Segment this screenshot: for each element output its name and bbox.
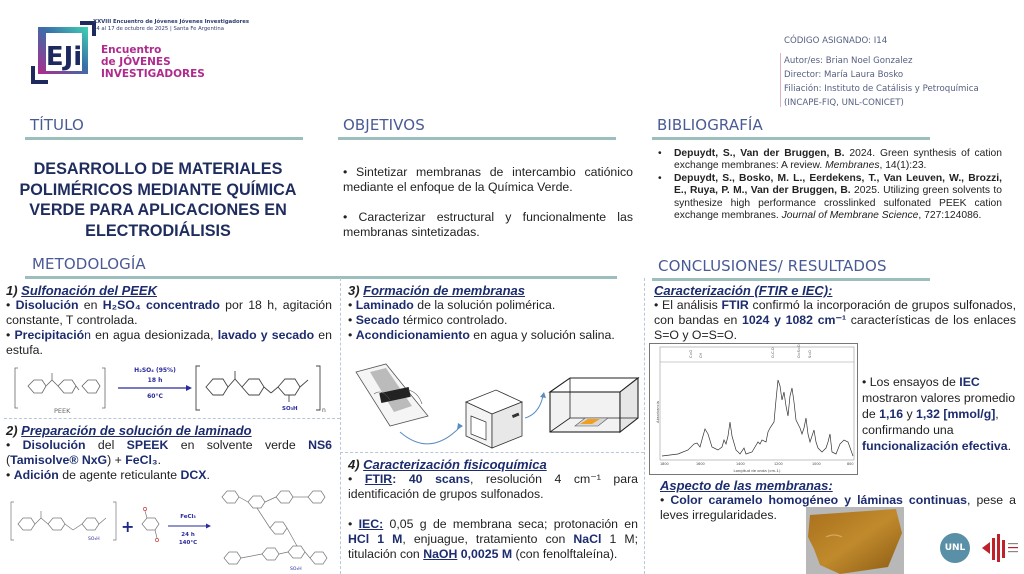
ftir-spectrum	[650, 344, 857, 474]
water-bath-icon	[550, 378, 638, 432]
band-label: C=O	[689, 349, 693, 358]
objective-1: • Sintetizar membranas de intercambio catiónico mediante el enfoque de la Química Verde.	[343, 165, 633, 194]
method-divider-vertical	[340, 278, 341, 574]
heading-conclusiones: CONCLUSIONES/ RESULTADOS	[658, 257, 887, 275]
dcx-o-atom	[143, 507, 146, 510]
title-line: POLIMÉRICOS MEDIANTE QUÍMICA	[19, 180, 297, 199]
university-federation-logo	[980, 530, 1020, 566]
speek-sulfonic-label: SO₃H	[88, 537, 100, 542]
crosslinking-scheme	[8, 488, 336, 572]
sulfonic-group-label: SO₃H	[282, 406, 298, 412]
bibliography-item: • Depuydt, S., Van der Bruggen, B. 2024. Green synthesis of cation exchange membranes: A review. Membranes, 14(1):23.	[656, 148, 1002, 173]
dcx-structure	[142, 511, 159, 538]
step-3-bullet: • Secado térmico controlado.	[348, 313, 508, 327]
method-step-1	[6, 283, 332, 358]
objective-2: • Caracterizar estructural y funcionalmente las membranas sintetizadas.	[343, 210, 633, 239]
step-2-bullet-1: • Disolución del SPEEK en solvente verde NS6 (Tamisolve® NxG) + FeCl₃.	[6, 438, 332, 467]
plus-sign: +	[121, 517, 135, 536]
product-sulfonic-label: SO₃H	[290, 567, 302, 572]
oven-icon	[466, 390, 522, 448]
rule-titulo	[25, 137, 303, 140]
reagent-label: H₂SO₄ (95%)	[134, 367, 176, 374]
bibliography-item: • Depuydt, S., Bosko, M. L., Eerdekens, T., Van Leuven, W., Brozzi, E., Ruya, P. M., Van der Bruggen, B. 2025. Utilizing green solvents to synthesize high performance crosslinked sulfonated PEEK cation exchange membranes. Journal of Membrane Science, 727:124086.	[656, 173, 1002, 223]
x-tick: 1400	[736, 462, 745, 466]
event-dates: 14 al 17 de octubre de 2025 | Santa Fe Argentina	[93, 26, 224, 32]
step-4-iec: • IEC: 0,05 g de membrana seca; protonación en HCl 1 M, enjuague, tratamiento con NaCl 1 M; titulación con NaOH 0,0025 M (con fenolftaleína).	[348, 517, 638, 561]
affiliation: Filiación: Instituto de Catálisis y Petroquímica	[784, 84, 979, 94]
step-2-title: 2) Preparación de solución de laminado	[6, 423, 252, 438]
step-4-ftir: • FTIR: 40 scans, resolución 4 cm⁻¹ para identificación de grupos sulfonados.	[348, 472, 638, 501]
unl-logo: UNL	[940, 533, 970, 563]
peek-structure	[15, 368, 105, 408]
x-tick-labels	[660, 462, 853, 466]
assigned-code: CÓDIGO ASIGNADO: I14	[784, 36, 888, 46]
director: Director: María Laura Bosko	[784, 70, 904, 80]
x-tick: 1600	[696, 462, 705, 466]
event-logo	[30, 18, 270, 88]
step-1-bullet-1: • Disolución en H₂SO₄ concentrado por 18 h, agitación constante, T controlada.	[6, 298, 332, 327]
aspecto-text: • Color caramelo homogéneo y láminas continuas, pese a leves irregularidades.	[660, 493, 1016, 522]
membrane-photo	[806, 507, 904, 574]
spectrum-trace	[662, 380, 853, 456]
step-3-title: 3) Formación de membranas	[348, 283, 525, 298]
dcx-o-atom	[155, 538, 158, 541]
x-axis-label: Longitud de onda (cm-1)	[733, 468, 781, 473]
band-label: S=O	[808, 350, 812, 358]
title-line: DESARROLLO DE MATERIALES	[33, 160, 283, 178]
flow-arrow-head	[540, 392, 546, 398]
rule-conclusiones	[652, 278, 930, 281]
title-line: ELECTRODIÁLISIS	[85, 221, 231, 240]
method-step-3	[348, 283, 638, 343]
fecl3-label: FeCl₃	[180, 514, 196, 520]
logo-title-line2: de JÓVENES	[101, 56, 171, 68]
repeat-n: n	[322, 407, 326, 414]
affiliation-2: (INCAPE-FIQ, UNL-CONICET)	[784, 98, 904, 108]
step-2-bullet-2: • Adición de agente reticulante DCX.	[6, 468, 210, 482]
step-3-bullet: • Laminado de la solución polimérica.	[348, 298, 556, 312]
aspecto-title: Aspecto de las membranas:	[660, 478, 833, 493]
logo-title-line3: INVESTIGADORES	[101, 68, 205, 80]
membrane-process-illustration	[350, 360, 640, 450]
flow-arrow-2	[525, 396, 543, 418]
info-divider	[780, 53, 781, 107]
event-name: XXVIII Encuentro de Jóvenes Jóvenes Investigadores	[93, 19, 250, 25]
step-4-title: 4) Caracterización fisicoquímica	[348, 457, 547, 472]
band-label: O=S=O	[797, 344, 801, 358]
x-tick: 800	[847, 462, 854, 466]
ftir-spectrum-figure	[649, 343, 858, 475]
iec-result-text: • Los ensayos de IEC mostraron valores promedio de 1,16 y 1,32 [mmol/g], confirmando una funcionalización efectiva.	[862, 375, 1016, 453]
y-axis-label: Absorbancia	[656, 401, 660, 423]
caracterizacion-title: Caracterización (FTIR e IEC):	[654, 283, 833, 298]
method-divider-right	[644, 278, 645, 574]
flow-arrow-1	[400, 427, 460, 444]
results-ftir	[654, 283, 1016, 343]
band-labels	[689, 344, 812, 358]
peek-label: PEEK	[54, 407, 71, 415]
membrane-sample	[806, 507, 904, 574]
heading-objetivos: OBJETIVOS	[343, 116, 425, 134]
ftir-result-text: • El análisis FTIR confirmó la incorporación de grupos sulfonados, con bandas en 1024 y 1082 cm⁻¹ características de los enlaces S=O y O=S=O.	[654, 298, 1016, 342]
logo-title-line1: Encuentro	[101, 44, 162, 56]
temp-label: 60°C	[147, 393, 163, 400]
step-1-title: 1) Sulfonación del PEEK	[6, 283, 157, 298]
time-label-2: 24 h	[181, 532, 195, 538]
step-1-bullet-2: • Precipitación en agua desionizada, lavado y secado en estufa.	[6, 328, 332, 357]
bibliography-list	[656, 148, 1002, 222]
eji-logo-mark	[30, 18, 98, 86]
band-label: CH	[699, 352, 703, 358]
speek-structure	[196, 366, 320, 410]
method-divider-1	[4, 418, 340, 419]
rule-metodologia	[25, 276, 617, 279]
heading-titulo: TÍTULO	[30, 116, 84, 134]
rule-bibliografia	[652, 137, 930, 140]
band-label: O-C-O	[771, 347, 775, 358]
method-step-4	[348, 457, 638, 562]
crosslinked-structure	[222, 491, 327, 564]
time-label: 18 h	[147, 377, 163, 384]
temp-label-2: 140°C	[178, 540, 198, 546]
speek-reactant	[11, 502, 116, 540]
author: Autor/es: Brian Noel Gonzalez	[784, 56, 913, 66]
heading-metodologia: METODOLOGÍA	[32, 255, 146, 273]
arrow-head	[186, 385, 192, 391]
x-tick: 1800	[660, 462, 669, 466]
step-3-bullet: • Acondicionamiento en agua y solución salina.	[348, 328, 615, 342]
flow-arrow-head	[457, 423, 463, 430]
svg-text:EJi: EJi	[45, 42, 83, 72]
rule-objetivos	[338, 137, 616, 140]
poster-title	[8, 159, 308, 241]
arrow-head-2	[206, 524, 211, 529]
method-step-2	[6, 423, 332, 483]
x-tick: 1200	[774, 462, 783, 466]
title-line: VERDE PARA APLICACIONES EN	[29, 201, 287, 219]
sulfonation-scheme	[10, 360, 330, 416]
casting-icon	[356, 364, 428, 426]
x-tick: 1000	[812, 462, 821, 466]
method-divider-2	[340, 452, 644, 453]
heading-bibliografia: BIBLIOGRAFÍA	[657, 116, 763, 134]
